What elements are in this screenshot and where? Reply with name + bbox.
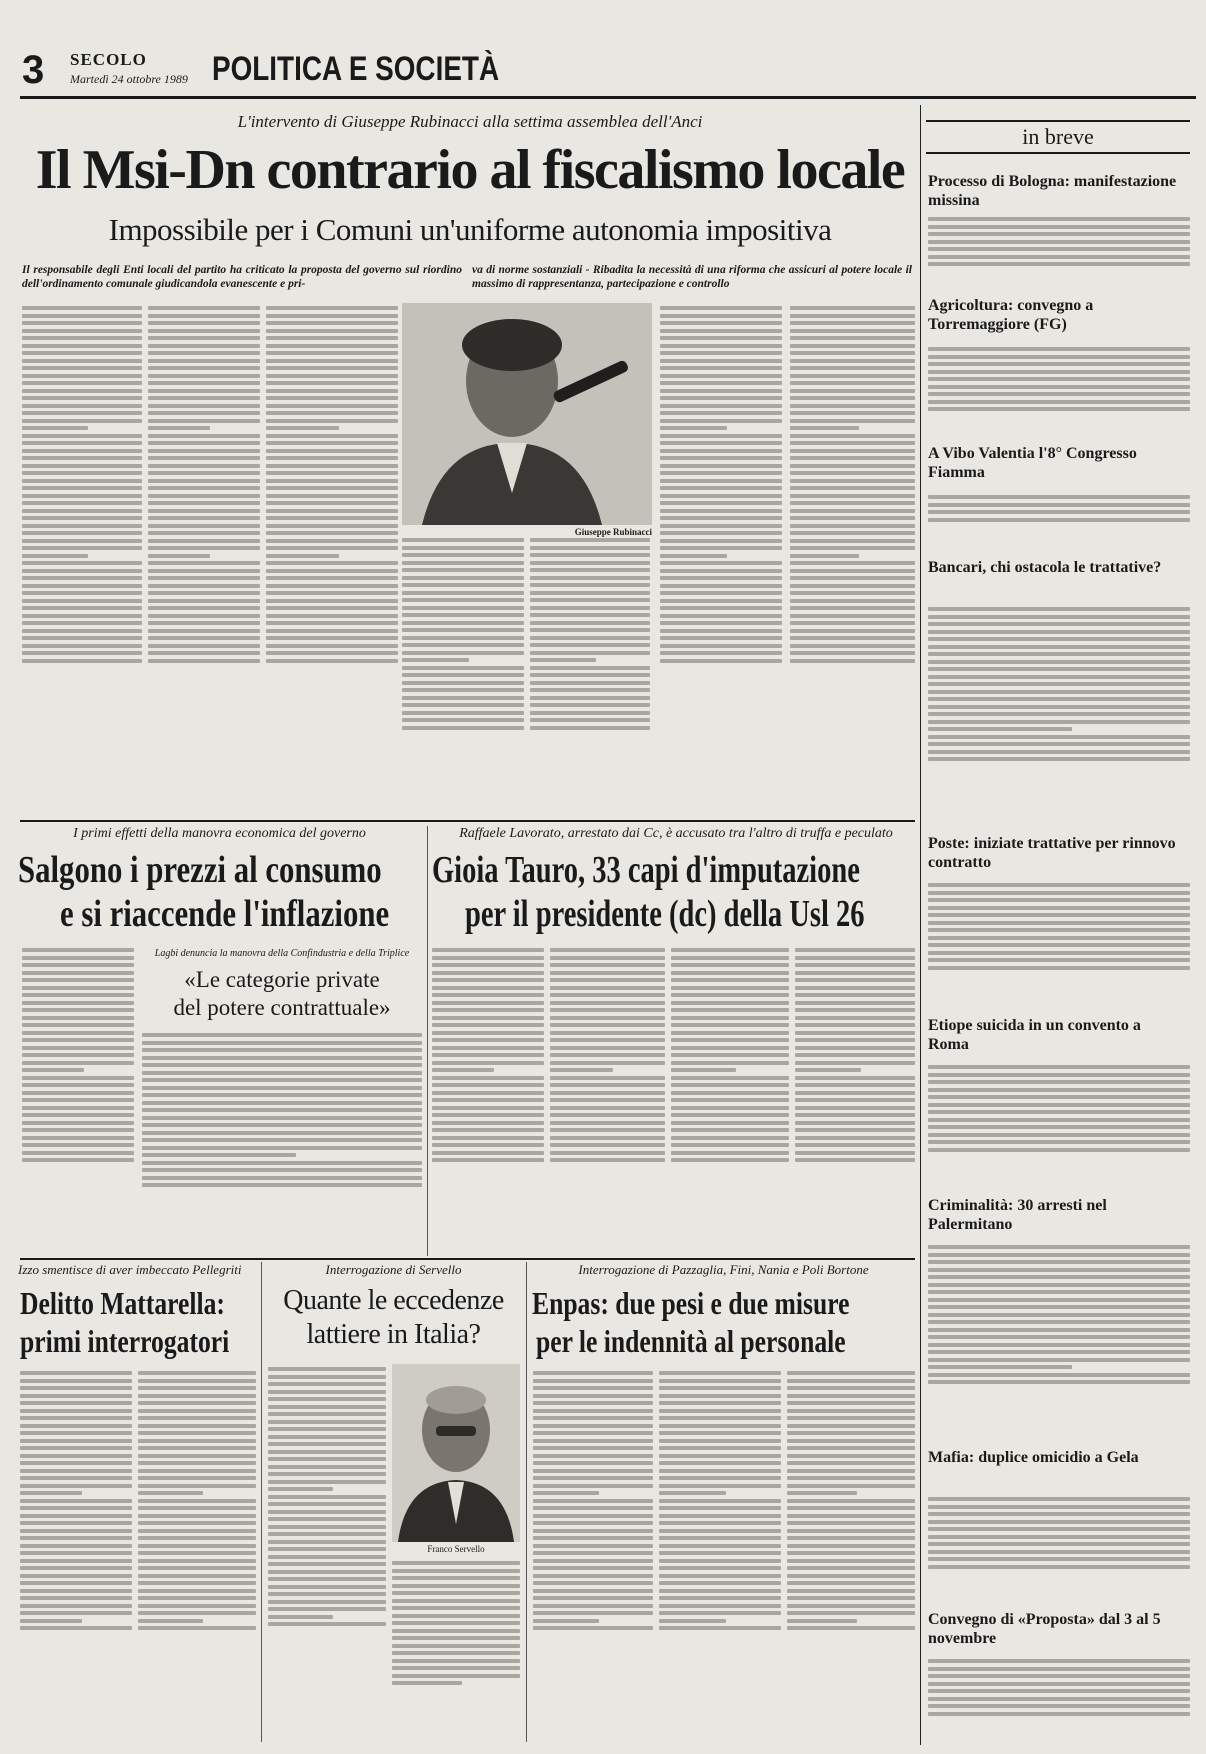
lead-kicker: L'intervento di Giuseppe Rubinacci alla settima assemblea dell'Anci <box>237 112 703 131</box>
portrait-image <box>392 1364 520 1542</box>
servello-photo <box>392 1364 520 1542</box>
brief-headline-3: A Vibo Valentia l'8° Congresso Fiamma <box>928 445 1137 481</box>
story4-body-col1 <box>20 1368 132 1740</box>
story4-divider <box>261 1262 262 1742</box>
story5-body-col1 <box>268 1364 386 1740</box>
story2-body-col2 <box>142 1030 422 1253</box>
lead-bottom-rule <box>20 820 915 822</box>
lead-body-col3 <box>266 303 398 815</box>
lead-subheadline: Impossibile per i Comuni un'uniforme autonomia impositiva <box>108 212 832 247</box>
story6-kicker: Interrogazione di Pazzaglia, Fini, Nania e Poli Bortone <box>578 1262 869 1277</box>
story4-kicker: Izzo smentisce di aver imbeccato Pellegriti <box>18 1262 242 1277</box>
brief-headline-6: Etiope suicida in un convento a Roma <box>928 1017 1141 1053</box>
lead-headline: Il Msi-Dn contrario al fiscalismo locale <box>35 139 905 201</box>
story5-headline-2: lattiere in Italia? <box>306 1319 481 1350</box>
story2-quote-2: del potere contrattuale» <box>173 995 391 1020</box>
story-divider <box>427 826 428 1256</box>
brief-headline-9: Convegno di «Proposta» dal 3 al 5 novembre <box>928 1611 1161 1647</box>
story2-kicker: I primi effetti della manovra economica del governo <box>73 826 366 841</box>
rubinacci-caption: Giuseppe Rubinacci <box>574 527 652 537</box>
story2-body-col1 <box>22 945 134 1253</box>
story6-headline-1: Enpas: due pesi e due misure <box>532 1285 850 1321</box>
sidebar-divider <box>920 105 921 1745</box>
brief-body-8 <box>928 1494 1190 1602</box>
story3-body-col4 <box>795 945 915 1253</box>
masthead-rule <box>20 96 1196 99</box>
story3-body-col2 <box>550 945 665 1253</box>
story5-divider <box>526 1262 527 1742</box>
portrait-image <box>402 303 652 525</box>
story3-headline-2: per il presidente (dc) della Usl 26 <box>465 893 865 935</box>
brief-body-2 <box>928 344 1190 440</box>
rubinacci-photo <box>402 303 652 525</box>
issue-date: Martedì 24 ottobre 1989 <box>70 72 188 86</box>
story2-quote-1: «Le categorie private <box>184 967 380 992</box>
story2-headline-2: e si riaccende l'inflazione <box>60 893 390 935</box>
lead-body-col1 <box>22 303 142 815</box>
sidebar-title: in breve <box>1022 124 1094 149</box>
story6-headline-2: per le indennità al personale <box>536 1323 846 1359</box>
lead-summary-left: Il responsabile degli Enti locali del partito ha criticato la proposta del governo sul riordino dell'ordinamento comunale giudicandola evanescente e pri- <box>22 264 462 290</box>
paper-name: SECOLO <box>70 50 147 69</box>
brief-headline-7: Criminalità: 30 arresti nel Palermitano <box>928 1197 1107 1233</box>
brief-body-4 <box>928 604 1190 830</box>
story5-body-col2 <box>392 1558 520 1740</box>
lead-body-col4 <box>402 535 524 815</box>
brief-body-3 <box>928 492 1190 544</box>
page-number: 3 <box>22 48 45 92</box>
lead-body-col5 <box>530 535 650 815</box>
lead-body-col7 <box>790 303 915 815</box>
lead-body-col6 <box>660 303 782 815</box>
story6-body-col1 <box>533 1368 653 1740</box>
section-title: POLITICA E SOCIETÀ <box>212 50 500 88</box>
lead-summary-right: va di norme sostanziali - Ribadita la necessità di una riforma che assicuri al potere locale il massimo di rappresentanza, partecipazione e controllo <box>472 264 912 290</box>
story2-headline-1: Salgono i prezzi al consumo <box>18 849 382 891</box>
story3-kicker: Raffaele Lavorato, arrestato dai Cc, è accusato tra l'altro di truffa e peculato <box>459 826 893 841</box>
story4-body-col2 <box>138 1368 256 1740</box>
brief-body-5 <box>928 880 1190 1010</box>
brief-headline-2: Agricoltura: convegno a Torremaggiore (FG) <box>928 297 1094 333</box>
story2-sub-kicker: Lagbi denuncia la manovra della Confindustria e della Triplice <box>154 948 410 959</box>
brief-body-9 <box>928 1656 1190 1740</box>
middle-bottom-rule <box>20 1258 915 1260</box>
brief-headline-1: Processo di Bologna: manifestazione missina <box>928 173 1177 209</box>
brief-body-7 <box>928 1242 1190 1442</box>
brief-headline-8: Mafia: duplice omicidio a Gela <box>928 1449 1139 1466</box>
brief-headline-5: Poste: iniziate trattative per rinnovo contratto <box>928 835 1176 871</box>
story5-kicker: Interrogazione di Servello <box>325 1262 462 1277</box>
brief-body-6 <box>928 1062 1190 1188</box>
brief-headline-4: Bancari, chi ostacola le trattative? <box>928 559 1162 576</box>
sidebar-title-box <box>926 120 1190 154</box>
story4-headline-1: Delitto Mattarella: <box>20 1285 225 1321</box>
story5-headline-1: Quante le eccedenze <box>283 1285 504 1316</box>
servello-caption: Franco Servello <box>427 1544 485 1554</box>
story3-body-col1 <box>432 945 544 1253</box>
story6-body-col3 <box>787 1368 915 1740</box>
story6-body-col2 <box>659 1368 781 1740</box>
story4-headline-2: primi interrogatori <box>20 1323 230 1359</box>
story3-headline-1: Gioia Tauro, 33 capi d'imputazione <box>432 849 860 891</box>
lead-body-col2 <box>148 303 260 815</box>
brief-body-1 <box>928 214 1190 288</box>
story3-body-col3 <box>671 945 789 1253</box>
